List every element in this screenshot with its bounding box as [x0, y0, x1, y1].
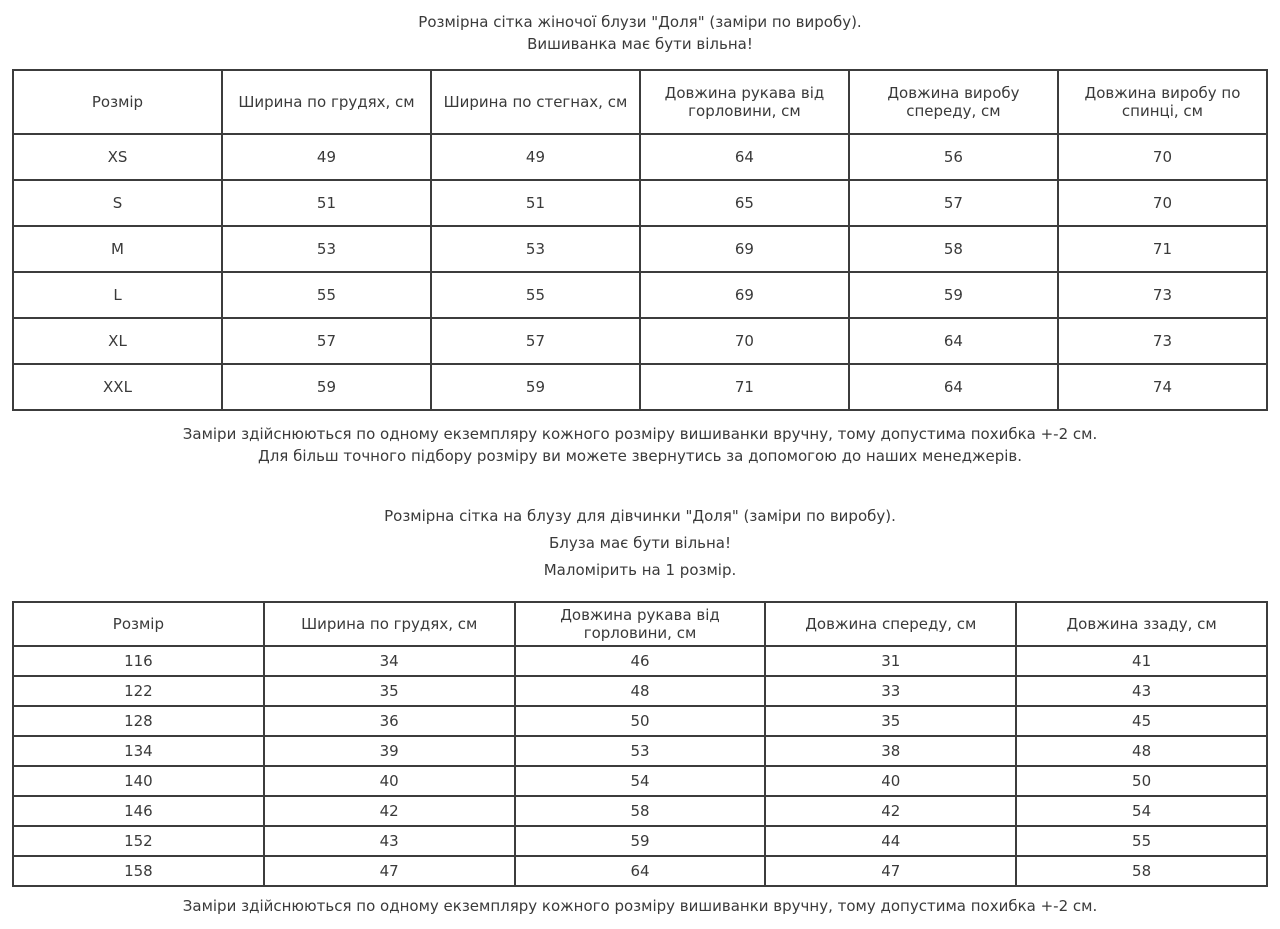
measurement-cell: 69: [640, 272, 849, 318]
size-cell: 152: [13, 826, 264, 856]
size-cell: XXL: [13, 364, 222, 410]
measurement-cell: 41: [1016, 646, 1267, 676]
measurement-cell: 56: [849, 134, 1058, 180]
table-row: [13, 796, 1267, 826]
measurement-cell: 35: [765, 706, 1016, 736]
measurement-cell: 64: [640, 134, 849, 180]
column-header: Розмір: [13, 602, 264, 646]
measurement-cell: 33: [765, 676, 1016, 706]
women-table-header-row: [13, 70, 1267, 134]
table-row: [13, 134, 1267, 180]
measurement-cell: 58: [515, 796, 766, 826]
measurement-cell: 69: [640, 226, 849, 272]
measurement-cell: 58: [1016, 856, 1267, 886]
girls-table-fit-note: Маломірить на 1 розмір.: [543, 561, 737, 579]
table-row: [13, 736, 1267, 766]
size-cell: 122: [13, 676, 264, 706]
size-cell: 128: [13, 706, 264, 736]
measurement-cell: 59: [515, 826, 766, 856]
measurement-cell: 45: [1016, 706, 1267, 736]
women-table-note-line1: Заміри здійснюються по одному екземпляру кожного розміру вишиванки вручну, тому допустима похибка +-2 см.: [182, 425, 1098, 443]
measurement-cell: 64: [849, 318, 1058, 364]
measurement-cell: 53: [431, 226, 640, 272]
table-row: [13, 856, 1267, 886]
column-header: Довжина спереду, см: [765, 602, 1016, 646]
table-row: [13, 766, 1267, 796]
measurement-cell: 49: [431, 134, 640, 180]
measurement-cell: 70: [1058, 180, 1267, 226]
measurement-cell: 70: [1058, 134, 1267, 180]
measurement-cell: 55: [222, 272, 431, 318]
measurement-cell: 40: [765, 766, 1016, 796]
size-cell: 146: [13, 796, 264, 826]
measurement-cell: 51: [431, 180, 640, 226]
table-row: [13, 706, 1267, 736]
size-cell: L: [13, 272, 222, 318]
women-table-title: Розмірна сітка жіночої блузи "Доля" (заміри по виробу).: [418, 13, 862, 31]
column-header: Довжина ззаду, см: [1016, 602, 1267, 646]
girls-table-subtitle: Блуза має бути вільна!: [548, 534, 732, 552]
measurement-cell: 42: [264, 796, 515, 826]
column-header: Довжина виробу спереду, см: [849, 70, 1058, 134]
measurement-cell: 36: [264, 706, 515, 736]
measurement-cell: 47: [765, 856, 1016, 886]
table-row: [13, 318, 1267, 364]
measurement-cell: 46: [515, 646, 766, 676]
column-header: Розмір: [13, 70, 222, 134]
size-cell: 140: [13, 766, 264, 796]
table-row: [13, 364, 1267, 410]
measurement-cell: 57: [849, 180, 1058, 226]
measurement-cell: 73: [1058, 272, 1267, 318]
measurement-cell: 57: [222, 318, 431, 364]
girls-table-title: Розмірна сітка на блузу для дівчинки "Доля" (заміри по виробу).: [384, 507, 896, 525]
size-cell: 134: [13, 736, 264, 766]
measurement-cell: 59: [431, 364, 640, 410]
size-cell: S: [13, 180, 222, 226]
column-header: Довжина рукава від горловини, см: [640, 70, 849, 134]
column-header: Ширина по грудях, см: [222, 70, 431, 134]
women-size-table: [12, 69, 1268, 411]
measurement-cell: 40: [264, 766, 515, 796]
women-table-note-line2: Для більш точного підбору розміру ви можете звернутись за допомогою до наших менеджерів.: [257, 447, 1023, 465]
girls-size-table: [12, 601, 1268, 887]
column-header: Довжина рукава від горловини, см: [515, 602, 766, 646]
measurement-cell: 31: [765, 646, 1016, 676]
measurement-cell: 35: [264, 676, 515, 706]
measurement-cell: 54: [1016, 796, 1267, 826]
column-header: Довжина виробу по спинці, см: [1058, 70, 1267, 134]
size-cell: XL: [13, 318, 222, 364]
women-table-subtitle: Вишиванка має бути вільна!: [527, 35, 753, 53]
measurement-cell: 55: [431, 272, 640, 318]
measurement-cell: 53: [222, 226, 431, 272]
measurement-cell: 71: [1058, 226, 1267, 272]
measurement-cell: 51: [222, 180, 431, 226]
column-header: Ширина по стегнах, см: [431, 70, 640, 134]
measurement-cell: 44: [765, 826, 1016, 856]
girls-table-note-line1: Заміри здійснюються по одному екземпляру кожного розміру вишиванки вручну, тому допустима похибка +-2 см.: [182, 897, 1098, 915]
measurement-cell: 70: [640, 318, 849, 364]
measurement-cell: 43: [264, 826, 515, 856]
size-cell: 158: [13, 856, 264, 886]
measurement-cell: 38: [765, 736, 1016, 766]
measurement-cell: 48: [1016, 736, 1267, 766]
size-cell: XS: [13, 134, 222, 180]
measurement-cell: 57: [431, 318, 640, 364]
measurement-cell: 65: [640, 180, 849, 226]
measurement-cell: 64: [849, 364, 1058, 410]
measurement-cell: 50: [515, 706, 766, 736]
measurement-cell: 34: [264, 646, 515, 676]
measurement-cell: 74: [1058, 364, 1267, 410]
measurement-cell: 55: [1016, 826, 1267, 856]
girls-table-header-row: [13, 602, 1267, 646]
measurement-cell: 50: [1016, 766, 1267, 796]
table-row: [13, 676, 1267, 706]
measurement-cell: 71: [640, 364, 849, 410]
measurement-cell: 43: [1016, 676, 1267, 706]
measurement-cell: 54: [515, 766, 766, 796]
measurement-cell: 64: [515, 856, 766, 886]
table-row: [13, 826, 1267, 856]
measurement-cell: 59: [222, 364, 431, 410]
table-row: [13, 226, 1267, 272]
measurement-cell: 73: [1058, 318, 1267, 364]
size-cell: M: [13, 226, 222, 272]
size-cell: 116: [13, 646, 264, 676]
measurement-cell: 59: [849, 272, 1058, 318]
measurement-cell: 49: [222, 134, 431, 180]
measurement-cell: 53: [515, 736, 766, 766]
table-row: [13, 646, 1267, 676]
table-row: [13, 180, 1267, 226]
measurement-cell: 39: [264, 736, 515, 766]
table-row: [13, 272, 1267, 318]
measurement-cell: 47: [264, 856, 515, 886]
measurement-cell: 58: [849, 226, 1058, 272]
measurement-cell: 48: [515, 676, 766, 706]
column-header: Ширина по грудях, см: [264, 602, 515, 646]
measurement-cell: 42: [765, 796, 1016, 826]
